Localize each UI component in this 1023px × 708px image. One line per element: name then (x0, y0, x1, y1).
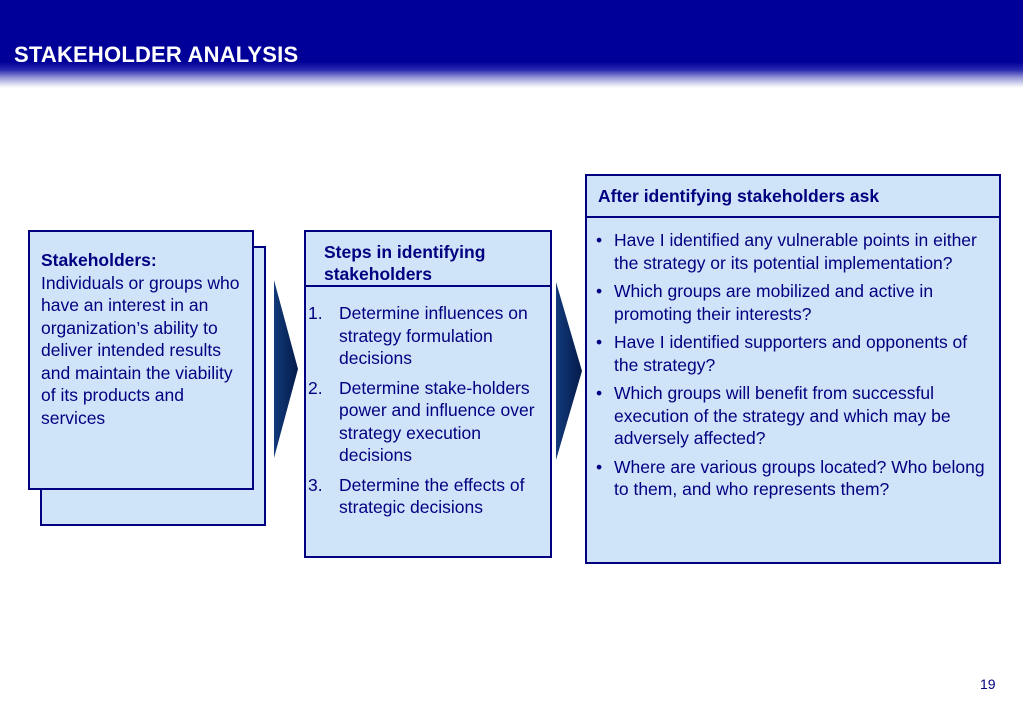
question-text: Have I identified supporters and opponents of the strategy? (614, 332, 968, 375)
bullet-icon: • (596, 456, 603, 477)
question-item (587, 229, 999, 274)
questions-list (587, 218, 999, 501)
step-number: 1. (308, 303, 323, 323)
step-number: 2. (308, 377, 323, 398)
title-bar (0, 0, 1023, 88)
question-text: Which groups will benefit from successful execution of the strategy and which may be adversely affected? (614, 383, 951, 448)
step-text: Determine influences on strategy formulation decisions (339, 303, 528, 368)
definition-term: Stakeholders: (41, 250, 157, 270)
bullet-icon: • (596, 230, 603, 250)
question-text: Have I identified any vulnerable points in either the strategy or its potential implementation? (614, 230, 977, 273)
slide-title: STAKEHOLDER ANALYSIS (14, 42, 299, 67)
definition-card (28, 230, 254, 490)
steps-box (304, 230, 552, 558)
questions-heading: After identifying stakeholders ask (587, 176, 999, 218)
question-item (587, 331, 999, 376)
question-item (587, 280, 999, 325)
question-text: Where are various groups located? Who belong to them, and who represents them? (614, 456, 985, 499)
steps-list (306, 287, 550, 519)
definition-body: Individuals or groups who have an interest in an organization’s ability to deliver intended results and maintain the viability of its products and services (41, 272, 240, 428)
steps-heading: Steps in identifying stakeholders (306, 232, 550, 287)
question-text: Which groups are mobilized and active in promoting their interests? (614, 281, 934, 324)
questions-box (585, 174, 1001, 564)
bullet-icon: • (596, 281, 603, 301)
chevron-right-arrow-1 (274, 280, 300, 458)
bullet-icon: • (596, 383, 603, 403)
definition-text (41, 249, 242, 429)
question-item (587, 382, 999, 450)
question-item (587, 456, 999, 501)
step-text: Determine stake-holders power and influence over strategy execution decisions (339, 377, 535, 465)
page-number: 19 (980, 676, 996, 692)
step-number: 3. (308, 474, 323, 495)
step-item (306, 302, 550, 370)
step-item (306, 377, 550, 467)
bullet-icon: • (596, 332, 603, 352)
chevron-right-arrow-2 (556, 282, 584, 460)
step-item (306, 474, 550, 519)
step-text: Determine the effects of strategic decisions (339, 474, 525, 517)
